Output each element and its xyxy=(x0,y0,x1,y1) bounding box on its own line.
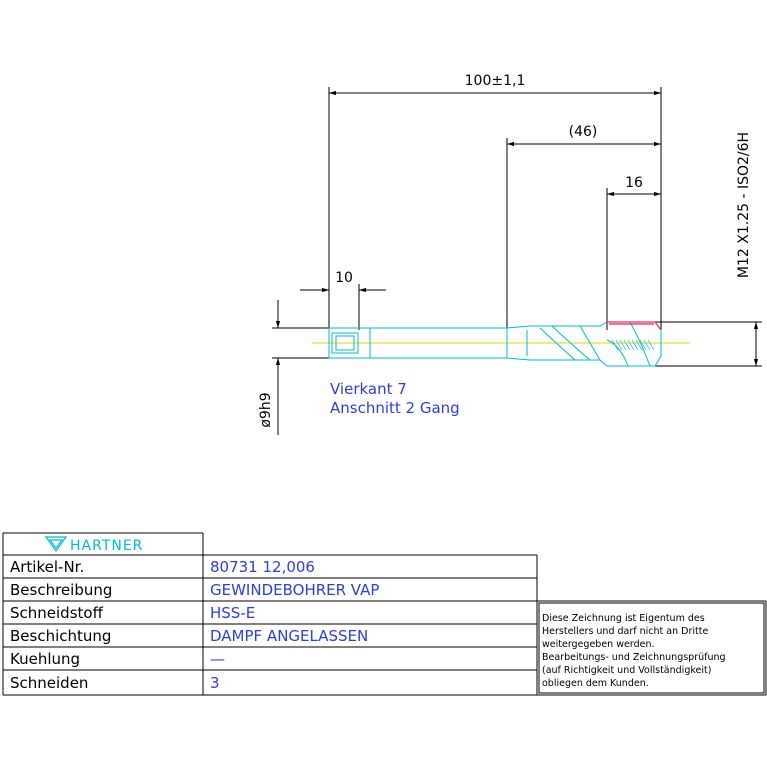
row-label-schneidstoff: Schneidstoff xyxy=(10,604,103,622)
dimension-overall-length xyxy=(329,87,661,330)
dimension-thread-length xyxy=(507,138,661,330)
dim-overall-length-label: 100±1,1 xyxy=(464,73,526,89)
disclaimer-line: Diese Zeichnung ist Eigentum des xyxy=(542,613,705,624)
disclaimer-line: (auf Richtigkeit und Vollständigkeit) xyxy=(542,665,712,676)
dimension-shank-diameter xyxy=(272,300,329,435)
dimension-square-length xyxy=(300,284,386,330)
note-anschnitt: Anschnitt 2 Gang xyxy=(330,399,460,417)
dim-shank-diameter-label: ø9h9 xyxy=(258,392,274,428)
disclaimer-line: Bearbeitungs- und Zeichnungsprüfung xyxy=(542,652,726,663)
row-label-kuehlung: Kuehlung xyxy=(10,650,81,668)
row-value-schneidstoff: HSS-E xyxy=(210,604,256,622)
row-label-artikel: Artikel-Nr. xyxy=(10,558,85,576)
row-label-beschichtung: Beschichtung xyxy=(10,627,112,645)
row-value-schneiden: 3 xyxy=(210,674,220,692)
disclaimer-line: Herstellers und darf nicht an Dritte xyxy=(542,626,709,637)
dim-thread-length-label: (46) xyxy=(568,124,598,140)
row-value-beschichtung: DAMPF ANGELASSEN xyxy=(210,627,369,645)
row-value-beschreibung: GEWINDEBOHRER VAP xyxy=(210,581,380,599)
note-vierkant: Vierkant 7 xyxy=(330,380,407,398)
brand-logo xyxy=(46,537,143,554)
dim-thread-spec-label: M12 X1.25 - ISO2/6H xyxy=(736,131,752,279)
dim-square-length-label: 10 xyxy=(335,270,353,286)
brand-name: HARTNER xyxy=(70,538,144,554)
dimension-cutting-length xyxy=(607,188,661,330)
dim-cutting-length-label: 16 xyxy=(625,175,643,191)
tap-body xyxy=(507,322,661,366)
row-label-beschreibung: Beschreibung xyxy=(10,581,113,599)
row-value-kuehlung: — xyxy=(210,650,225,668)
dimension-thread-diameter xyxy=(655,322,762,366)
disclaimer-line: obliegen dem Kunden. xyxy=(542,678,649,689)
hartner-logo-icon xyxy=(46,537,66,551)
disclaimer-box xyxy=(539,603,764,693)
disclaimer-line: weitergegeben werden. xyxy=(542,639,655,650)
row-value-artikel: 80731 12,006 xyxy=(210,558,315,576)
row-label-schneiden: Schneiden xyxy=(10,674,89,692)
